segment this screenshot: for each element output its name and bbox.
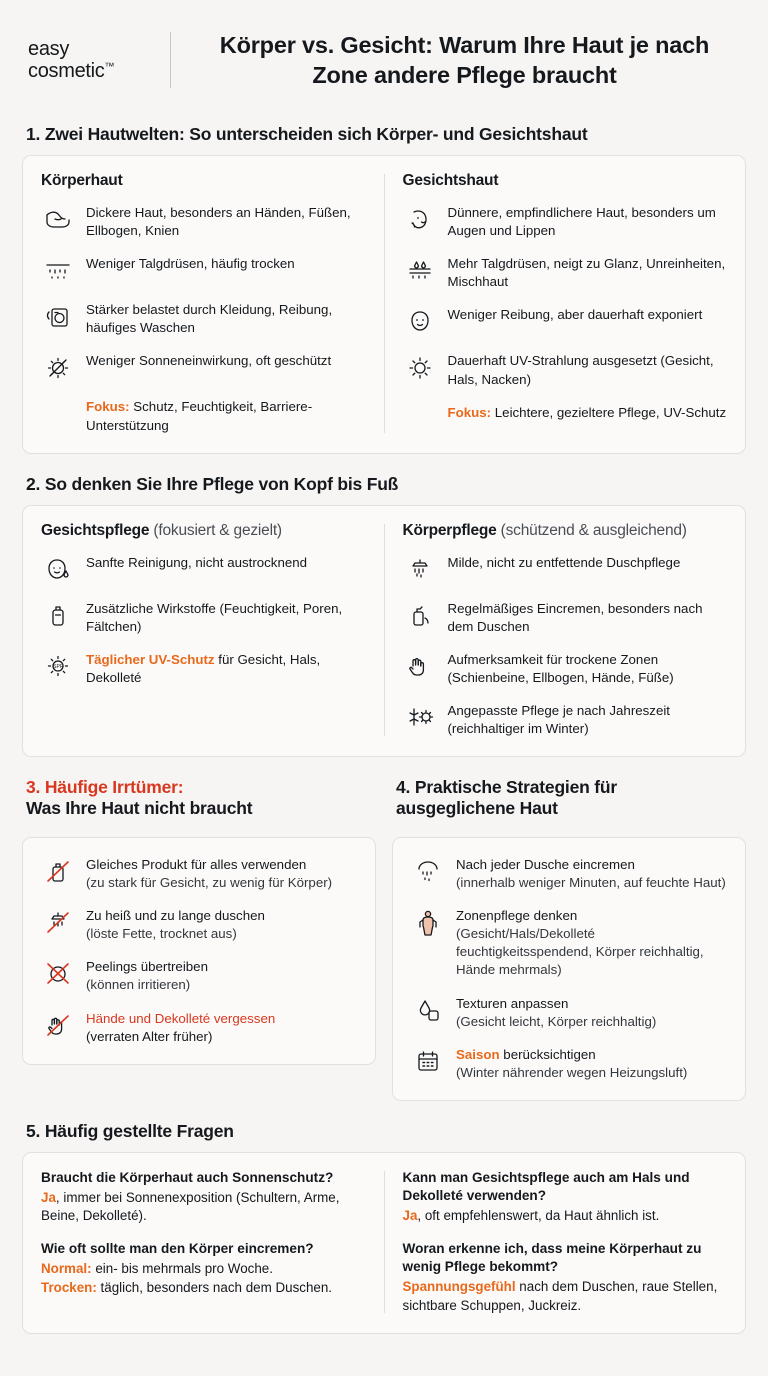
list-item-text: Gleiches Produkt für alles verwenden (zu stark für Gesicht, zu wenig für Körper) [86, 857, 333, 891]
list-item-text: Sanfte Reinigung, nicht austrocknend [86, 554, 308, 570]
koerperhaut-column [41, 172, 380, 434]
calendar-icon [411, 1045, 445, 1077]
list-item-text: Peelings übertreiben (können irritieren) [86, 959, 208, 993]
face-plain-icon [403, 305, 437, 337]
section-5-card [22, 1152, 746, 1334]
gesichtshaut-column [389, 172, 728, 434]
spf-sun-icon [41, 650, 75, 682]
flexed-arm-icon [41, 203, 75, 235]
section-3-card [22, 837, 376, 1065]
list-item [41, 202, 366, 240]
spacer-icon [41, 397, 75, 429]
list-item-text: Dickere Haut, besonders an Händen, Füßen, Ellbogen, Knien [86, 205, 351, 239]
svg-text:SPF: SPF [53, 663, 63, 670]
focus-body: Leichtere, gezieltere Pflege, UV-Schutz [491, 404, 727, 420]
list-item [41, 299, 366, 337]
list-item-text: Milde, nicht zu entfettende Duschpflege [447, 554, 681, 570]
list-item-text: Angepasste Pflege je nach Jahreszeit (reichhaltiger im Winter) [447, 702, 670, 737]
list-item [41, 598, 366, 636]
droplets-decrease-icon [41, 254, 75, 286]
faq-item [41, 1240, 366, 1297]
list-item [403, 253, 728, 291]
list-item [403, 304, 728, 337]
list-item [403, 598, 728, 636]
gesichtshaut-heading: Gesichtshaut [402, 172, 499, 190]
list-item-text: Zu heiß und zu lange duschen (löste Fette, trocknet aus) [86, 908, 265, 942]
koerperpflege-column [389, 522, 728, 738]
faq-question: Braucht die Körperhaut auch Sonnenschutz? [41, 1169, 334, 1185]
list-item [41, 854, 357, 892]
section-4-card [392, 837, 746, 1101]
list-item [411, 905, 727, 979]
header-divider [170, 32, 171, 88]
section-4-title: 4. Praktische Strategien für ausgeglichene Haut [396, 777, 618, 819]
focus-item [41, 396, 366, 434]
sun-icon [403, 351, 437, 383]
koerperpflege-heading: Körperpflege (schützend & ausgleichend) [402, 521, 687, 539]
list-item [41, 649, 366, 687]
list-item-text: Stärker belastet durch Kleidung, Reibung, häufiges Waschen [86, 302, 333, 336]
column-divider [384, 1171, 385, 1313]
spacer-icon [403, 403, 437, 435]
body-zones-icon [411, 906, 445, 938]
brand-logo [22, 38, 152, 83]
skin-layer-drops-icon [403, 254, 437, 286]
list-item [403, 649, 728, 687]
faq-question: Wie oft sollte man den Körper eincremen? [41, 1241, 314, 1257]
texture-drop-icon [411, 994, 445, 1026]
page-header [22, 24, 746, 104]
rest-text: für Gesicht, Hals, Dekolleté [86, 651, 321, 685]
sun-shielded-icon [41, 351, 75, 383]
bottle-crossed-icon [41, 855, 75, 887]
koerperhaut-heading: Körperhaut [41, 172, 123, 190]
list-item-text: Zusätzliche Wirkstoffe (Feuchtigkeit, Poren, Fältchen) [86, 600, 343, 634]
list-item-text: Weniger Reibung, aber dauerhaft exponiert [447, 307, 703, 323]
list-item-text: Aufmerksamkeit für trockene Zonen (Schienbeine, Ellbogen, Hände, Füße) [447, 651, 674, 685]
list-item-text: Texturen anpassen (Gesicht leicht, Körper reichhaltig) [456, 995, 657, 1029]
faq-right-column [389, 1169, 728, 1315]
section-1-card [22, 155, 746, 453]
focus-label: Fokus: [86, 399, 130, 415]
serum-bottle-icon [41, 599, 75, 631]
section-3-4-cards [22, 837, 746, 1101]
faq-answer: Ja, immer bei Sonnenexposition (Schultern, Arme, Beine, Dekolleté). [41, 1189, 340, 1224]
list-item [403, 350, 728, 388]
list-item-text: Nach jeder Dusche eincremen (innerhalb weniger Minuten, auf feuchte Haut) [456, 857, 726, 891]
focus-body: Schutz, Feuchtigkeit, Barriere-Unterstützung [86, 399, 313, 433]
seasons-icon [403, 701, 437, 733]
hands-icon [403, 650, 437, 682]
gesichtspflege-column [41, 522, 380, 738]
list-item [411, 993, 727, 1031]
focus-label: Fokus: [447, 404, 492, 420]
list-item-text: Weniger Sonneneinwirkung, oft geschützt [86, 353, 332, 369]
logo-line-2: cosmetic™ [28, 60, 115, 83]
faq-question: Kann man Gesichtspflege auch am Hals und Dekolleté verwenden? [402, 1169, 690, 1203]
faq-answer-secondary: Trocken: täglich, besonders nach dem Duschen. [41, 1279, 333, 1295]
shower-icon [403, 553, 437, 585]
section-3-4-headings [22, 777, 746, 837]
list-item [41, 350, 366, 383]
list-item [403, 700, 728, 738]
section-3-title: 3. Häufige Irrtümer: Was Ihre Haut nicht braucht [26, 777, 253, 819]
list-item [41, 956, 357, 994]
section-2-card [22, 505, 746, 757]
focus-text [448, 402, 727, 422]
gesichtspflege-heading: Gesichtspflege (fokusiert & gezielt) [41, 521, 282, 539]
page-title: Körper vs. Gesicht: Warum Ihre Haut je nach Zone andere Pflege braucht [219, 32, 710, 89]
list-item [41, 905, 357, 943]
list-item-text: Regelmäßiges Eincremen, besonders nach dem Duschen [447, 600, 703, 634]
list-item [41, 1008, 357, 1046]
faq-item [41, 1169, 366, 1226]
shower-hot-crossed-icon [41, 906, 75, 938]
faq-answer: Normal: ein- bis mehrmals pro Woche. [41, 1261, 273, 1277]
hands-crossed-icon [41, 1009, 75, 1041]
list-item [403, 552, 728, 585]
list-item-text: Dünnere, empfindlichere Haut, besonders um Augen und Lippen [447, 205, 716, 239]
list-item [403, 202, 728, 240]
face-touch-icon [403, 203, 437, 235]
list-item [41, 253, 366, 286]
list-item-text: Saison berücksichtigen (Winter nährender wegen Heizungsluft) [456, 1046, 688, 1080]
list-item [411, 1044, 727, 1082]
focus-text [86, 396, 366, 434]
faq-answer: Ja, oft empfehlenswert, da Haut ähnlich ist. [402, 1208, 660, 1224]
section-2-title: 2. So denken Sie Ihre Pflege von Kopf bis Fuß [26, 473, 399, 494]
lotion-pump-icon [403, 599, 437, 631]
list-item-text: Weniger Talgdrüsen, häufig trocken [86, 256, 295, 272]
faq-question: Woran erkenne ich, dass meine Körperhaut zu wenig Pflege bekommt? [402, 1241, 702, 1275]
laundry-machine-icon [41, 300, 75, 332]
highlight-text: Täglicher UV-Schutz [86, 651, 215, 667]
list-item [41, 552, 366, 585]
list-item [411, 854, 727, 892]
column-divider [384, 174, 385, 432]
list-item-text: Dauerhaft UV-Strahlung ausgesetzt (Gesicht, Hals, Nacken) [447, 353, 714, 387]
section-5-title: 5. Häufig gestellte Fragen [26, 1120, 234, 1141]
face-cleansing-icon [41, 553, 75, 585]
scrub-crossed-icon [41, 957, 75, 989]
section-1-title: 1. Zwei Hautwelten: So unterscheiden sich Körper- und Gesichtshaut [26, 124, 588, 145]
faq-item [403, 1169, 728, 1225]
list-item-text [86, 649, 366, 687]
shower-cream-icon [411, 855, 445, 887]
faq-item [403, 1240, 728, 1315]
focus-item [403, 402, 728, 435]
list-item-text: Mehr Talgdrüsen, neigt zu Glanz, Unreinheiten, Mischhaut [447, 256, 726, 290]
faq-left-column [41, 1169, 380, 1315]
column-divider [384, 524, 385, 736]
logo-line-1: easy [28, 37, 70, 60]
list-item-text: Zonenpflege denken (Gesicht/Hals/Dekolleté feuchtigkeitsspendend, Körper reichhaltig, Hände mehrmals) [456, 908, 704, 978]
list-item-text: Hände und Dekolleté vergessen (verraten Alter früher) [86, 1010, 276, 1044]
faq-answer: Spannungsgefühl nach dem Duschen, raue Stellen, sichtbare Schuppen, Juckreiz. [402, 1279, 718, 1313]
trademark-symbol: ™ [104, 61, 115, 73]
